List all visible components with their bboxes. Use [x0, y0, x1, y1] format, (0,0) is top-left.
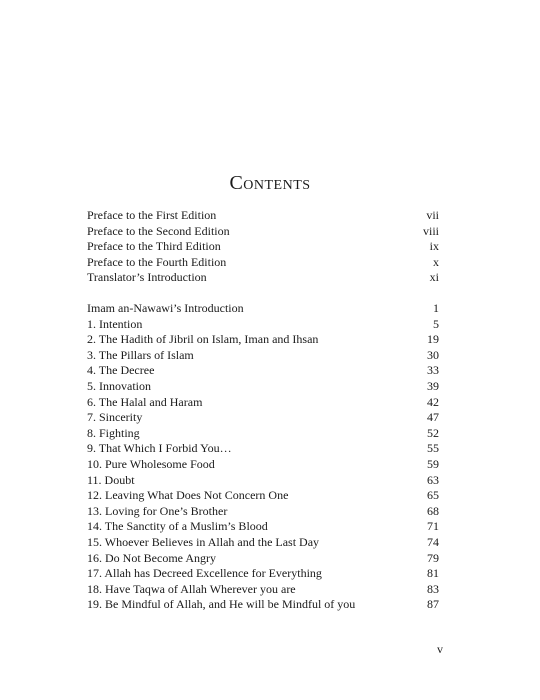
toc-entry-title: Preface to the Fourth Edition — [87, 254, 227, 269]
toc-entry-page: x — [433, 254, 439, 269]
toc-entry[interactable] — [87, 208, 439, 224]
toc-entry[interactable] — [87, 410, 439, 426]
toc-entry-title: Translator’s Introduction — [87, 270, 207, 285]
toc-entry[interactable] — [87, 363, 439, 379]
toc-entry-title: Preface to the First Edition — [87, 208, 217, 222]
toc-entry[interactable] — [87, 551, 439, 567]
toc-entry[interactable] — [87, 317, 439, 333]
toc-entry-title: 8. Fighting — [87, 425, 140, 440]
toc-entry-page: vii — [426, 208, 439, 222]
toc-entry[interactable] — [87, 224, 439, 240]
toc-entry[interactable] — [87, 504, 439, 520]
toc-entry-page: ix — [429, 239, 439, 254]
toc-entry-title: 3. The Pillars of Islam — [87, 347, 194, 362]
toc-entry-page: 87 — [427, 597, 439, 612]
toc-entry-title: 16. Do Not Become Angry — [87, 550, 216, 565]
toc-entry-title: 7. Sincerity — [87, 410, 143, 425]
toc-entry-title: 4. The Decree — [87, 363, 155, 378]
page-title: Contents — [229, 172, 311, 194]
toc-entry-title: 10. Pure Wholesome Food — [87, 456, 215, 471]
toc-entry-title: 1. Intention — [87, 316, 143, 331]
toc-entry-page: viii — [422, 223, 439, 238]
toc-entry-title: 19. Be Mindful of Allah, and He will be Mindful of you — [87, 597, 356, 612]
toc-entry[interactable] — [87, 270, 439, 286]
toc-entry-title: 13. Loving for One’s Brother — [87, 503, 228, 518]
toc-entry-page: 52 — [427, 425, 439, 440]
toc-entry-title: Preface to the Second Edition — [87, 223, 230, 238]
contents-list — [87, 301, 439, 613]
toc-entry-title: 18. Have Taqwa of Allah Wherever you are — [87, 581, 296, 596]
toc-entry[interactable] — [87, 255, 439, 271]
toc-entry[interactable] — [87, 239, 439, 255]
toc-entry-page: 5 — [433, 316, 439, 331]
toc-entry-page: 59 — [427, 456, 439, 471]
toc-entry-page: 47 — [427, 410, 439, 425]
toc-entry-title: Preface to the Third Edition — [87, 239, 221, 254]
toc-entry[interactable] — [87, 348, 439, 364]
toc-entry[interactable] — [87, 441, 439, 457]
toc-entry[interactable] — [87, 473, 439, 489]
toc-entry-page: 55 — [427, 441, 439, 456]
toc-entry[interactable] — [87, 582, 439, 598]
toc-entry-page: 83 — [427, 581, 439, 596]
toc-entry[interactable] — [87, 332, 439, 348]
toc-entry[interactable] — [87, 395, 439, 411]
toc-entry[interactable] — [87, 301, 439, 317]
toc-entry-page: 74 — [427, 534, 439, 549]
toc-entry-title: 17. Allah has Decreed Excellence for Everything — [87, 566, 322, 581]
toc-entry-page: xi — [429, 270, 439, 285]
toc-entry[interactable] — [87, 379, 439, 395]
toc-entry[interactable] — [87, 426, 439, 442]
toc-entry-title: 11. Doubt — [87, 472, 135, 487]
toc-entry-page: 33 — [427, 363, 439, 378]
toc-entry-page: 68 — [427, 503, 439, 518]
toc-entry-title: 12. Leaving What Does Not Concern One — [87, 488, 289, 503]
toc-entry-page: 30 — [427, 347, 439, 362]
toc-entry-page: 79 — [427, 550, 439, 565]
toc-entry-title: Imam an-Nawawi’s Introduction — [87, 301, 244, 315]
toc-entry-page: 65 — [427, 488, 439, 503]
toc-entry-page: 19 — [427, 332, 439, 347]
toc-entry-page: 1 — [433, 301, 439, 315]
toc-entry-title: 15. Whoever Believes in Allah and the Last Day — [87, 534, 320, 549]
toc-entry[interactable] — [87, 488, 439, 504]
page-number: v — [437, 642, 443, 656]
toc-entry-page: 81 — [427, 566, 439, 581]
toc-entry-title: 2. The Hadith of Jibril on Islam, Iman and Ihsan — [87, 332, 319, 347]
toc-entry-title: 6. The Halal and Haram — [87, 394, 203, 409]
toc-entry[interactable] — [87, 519, 439, 535]
front-matter-list — [87, 208, 439, 286]
toc-entry-page: 39 — [427, 378, 439, 393]
toc-entry-page: 63 — [427, 472, 439, 487]
toc-entry[interactable] — [87, 566, 439, 582]
toc-entry-title: 9. That Which I Forbid You… — [87, 441, 232, 456]
toc-entry-page: 71 — [427, 519, 439, 534]
toc-entry-title: 5. Innovation — [87, 378, 151, 393]
toc-entry-title: 14. The Sanctity of a Muslim’s Blood — [87, 519, 268, 534]
toc-entry-page: 42 — [427, 394, 439, 409]
toc-entry[interactable] — [87, 535, 439, 551]
toc-entry[interactable] — [87, 457, 439, 473]
toc-entry[interactable] — [87, 597, 439, 613]
